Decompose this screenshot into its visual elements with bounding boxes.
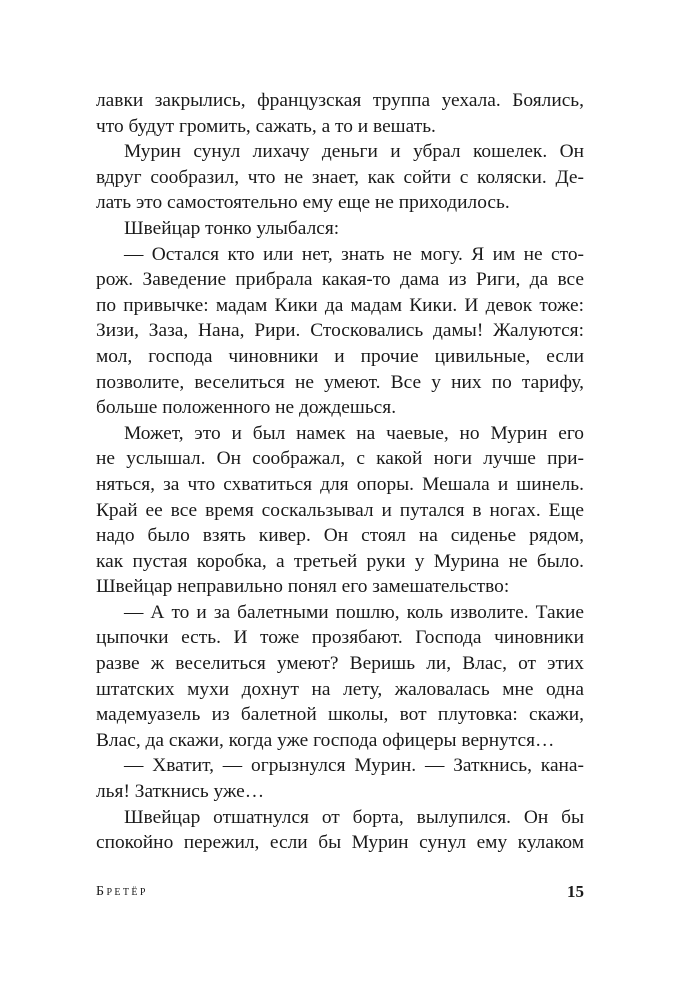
text-line: разве ж веселиться умеют? Веришь ли, Влас, от этих xyxy=(96,653,584,675)
text-line: штатских мухи дохнут на лету, жаловалась мне одна xyxy=(96,678,584,700)
text-line: рож. Заведение прибрала какая-то дама из Риги, да все xyxy=(96,269,584,291)
text-line: как пустая коробка, а третьей руки у Мурина не было. xyxy=(96,550,584,572)
text-line: Зизи, Заза, Нана, Рири. Стосковались дамы! Жалуются: xyxy=(96,320,584,342)
paragraph xyxy=(96,753,584,804)
text-line: — Хватит, — огрызнулся Мурин. — Заткнись, кана- xyxy=(124,755,584,777)
running-head: Бретёр xyxy=(96,884,148,899)
text-line: Швейцар тонко улыбался: xyxy=(124,217,340,239)
text-line: Мурин сунул лихачу деньги и убрал кошелек. Он xyxy=(124,141,584,163)
text-line: позволите, веселиться не умеют. Все у них по тарифу, xyxy=(96,371,584,393)
text-line: спокойно пережил, если бы Мурин сунул ему кулаком xyxy=(96,832,584,854)
text-line: Может, это и был намек на чаевые, но Мурин его xyxy=(124,422,584,444)
text-line: лья! Заткнись уже… xyxy=(96,781,265,803)
text-line: лать это самостоятельно ему еще не приходилось. xyxy=(96,192,510,214)
text-line: по привычке: мадам Кики да мадам Кики. И девок тоже: xyxy=(96,294,584,316)
text-line: больше положенного не дождешься. xyxy=(96,397,397,419)
paragraph xyxy=(96,805,584,856)
text-line: что будут громить, сажать, а то и вешать. xyxy=(96,115,436,137)
text-line: Влас, да скажи, когда уже господа офицеры вернутся… xyxy=(96,729,555,751)
text-line: Швейцар отшатнулся от борта, вылупился. Он бы xyxy=(124,806,584,828)
text-line: — А то и за балетными пошлю, коль изволите. Такие xyxy=(124,601,584,623)
body-text xyxy=(96,88,584,856)
text-line: няться, за что схватиться для опоры. Мешала и шинель. xyxy=(96,473,584,495)
text-line: Край ее все время соскальзывал и путался в ногах. Еще xyxy=(96,499,584,521)
page-footer xyxy=(96,884,584,910)
paragraph xyxy=(96,216,584,242)
paragraph xyxy=(96,242,584,421)
paragraph xyxy=(96,88,584,139)
page-number: 15 xyxy=(567,882,584,901)
text-line: надо было взять кивер. Он стоял на сиденье рядом, xyxy=(96,525,584,547)
text-line: не услышал. Он соображал, с какой ноги лучше при- xyxy=(96,448,584,470)
paragraph xyxy=(96,421,584,600)
text-line: цыпочки есть. И тоже прозябают. Господа чиновники xyxy=(96,627,584,649)
text-line: лавки закрылись, французская труппа уехала. Боялись, xyxy=(96,90,584,111)
paragraph xyxy=(96,139,584,216)
text-line: — Остался кто или нет, знать не могу. Я им не сто- xyxy=(124,243,584,265)
text-line: мол, господа чиновники и прочие цивильные, если xyxy=(96,345,584,367)
text-line: вдруг сообразил, что не знает, как сойти с коляски. Де- xyxy=(96,166,584,188)
text-line: Швейцар неправильно понял его замешательство: xyxy=(96,576,510,598)
paragraph xyxy=(96,600,584,754)
text-line: мадемуазель из балетной школы, вот плутовка: скажи, xyxy=(96,704,584,726)
